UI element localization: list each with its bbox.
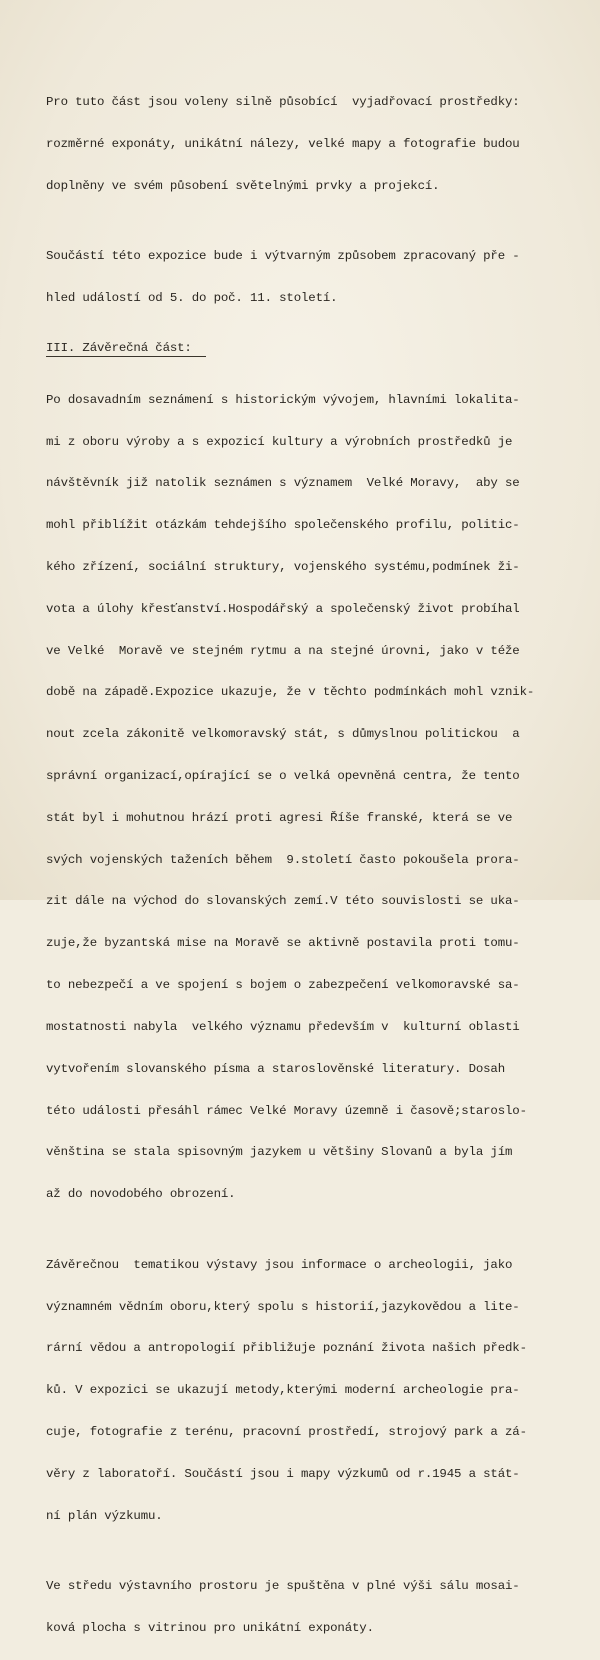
text-line: významném vědním oboru,který spolu s historií,jazykovědou a lite- — [46, 1299, 520, 1314]
text-line: hled událostí od 5. do poč. 11. století. — [46, 291, 338, 306]
paragraph-closing — [46, 1556, 566, 1660]
text-line: Pro tuto část jsou voleny silně působící vyjadřovací prostředky: — [46, 94, 520, 109]
text-line: správní organizací,opírající se o velká opevněná centra, že tento — [46, 769, 520, 783]
text-line: Závěrečnou tematikou výstavy jsou informace o archeologii, jako — [46, 1257, 513, 1272]
text-line: nout zcela zákonitě velkomoravský stát, s důmyslnou politickou a — [46, 727, 520, 742]
text-line: návštěvník již natolik seznámen s významem Velké Moravy, aby se — [46, 476, 520, 491]
section-heading — [46, 338, 566, 357]
text-line: věnština se stala spisovným jazykem u většiny Slovanů a byla jím — [46, 1145, 513, 1160]
text-line: vytvořením slovanského písma a staroslověnské literatury. Dosah — [46, 1061, 505, 1076]
text-line: až do novodobého obrození. — [46, 1187, 236, 1202]
paragraph-intro — [46, 71, 566, 217]
paragraph-main — [46, 369, 566, 1226]
text-line: mohl přiblížit otázkám tehdejšího společenského profilu, politic- — [46, 518, 520, 533]
text-line: doplněny ve svém působení světelnými prvky a projekcí. — [46, 178, 440, 193]
paragraph-overview — [46, 225, 566, 330]
document-body — [46, 71, 566, 1660]
text-line: mi z oboru výroby a s expozicí kultury a výrobních prostředků je — [46, 434, 513, 449]
text-line: ků. V expozici se ukazují metody,kterými moderní archeologie pra- — [46, 1383, 520, 1398]
text-line: mostatnosti nabyla velkého významu především v kulturní oblasti — [46, 1019, 520, 1034]
text-line: Součástí této expozice bude i výtvarným způsobem zpracovaný pře - — [46, 249, 520, 264]
text-line: zit dále na východ do slovanských zemí.V této souvislosti se uka- — [46, 894, 520, 909]
text-line: rární vědou a antropologií přibližuje poznání života našich předk- — [46, 1341, 527, 1356]
text-line: kého zřízení, sociální struktury, vojenského systému,podmínek ži- — [46, 559, 520, 574]
paragraph-archeology — [46, 1234, 566, 1548]
text-line: ková plocha s vitrinou pro unikátní exponáty. — [46, 1621, 374, 1636]
text-line: svých vojenských taženích během 9.století často pokoušela prora- — [46, 852, 520, 867]
text-line: to nebezpečí a ve spojení s bojem o zabezpečení velkomoravské sa- — [46, 978, 520, 993]
text-line: Ve středu výstavního prostoru je spuštěna v plné výši sálu mosai- — [46, 1579, 520, 1594]
text-line: ve Velké Moravě ve stejném rytmu a na stejné úrovni, jako v téže — [46, 643, 520, 658]
text-line: vota a úlohy křesťanství.Hospodářský a společenský život probíhal — [46, 601, 520, 616]
text-line: rozměrné exponáty, unikátní nálezy, velké mapy a fotografie budou — [46, 136, 520, 151]
text-line: době na západě.Expozice ukazuje, že v těchto podmínkách mohl vznik- — [46, 685, 535, 700]
heading-text: III. Závěrečná část: — [46, 340, 192, 355]
text-line: věry z laboratoří. Součástí jsou i mapy výzkumů od r.1945 a stát- — [46, 1466, 520, 1481]
text-line: této události přesáhl rámec Velké Moravy územně i časově;staroslo- — [46, 1103, 527, 1118]
text-line: Po dosavadním seznámení s historickým vývojem, hlavními lokalita- — [46, 392, 520, 407]
text-line: zuje,že byzantská mise na Moravě se aktivně postavila proti tomu- — [46, 936, 520, 951]
text-line: stát byl i mohutnou hrází proti agresi Říše franské, která se ve — [46, 810, 513, 825]
text-line: ní plán výzkumu. — [46, 1508, 163, 1523]
text-line: cuje, fotografie z terénu, pracovní prostředí, strojový park a zá- — [46, 1425, 527, 1440]
